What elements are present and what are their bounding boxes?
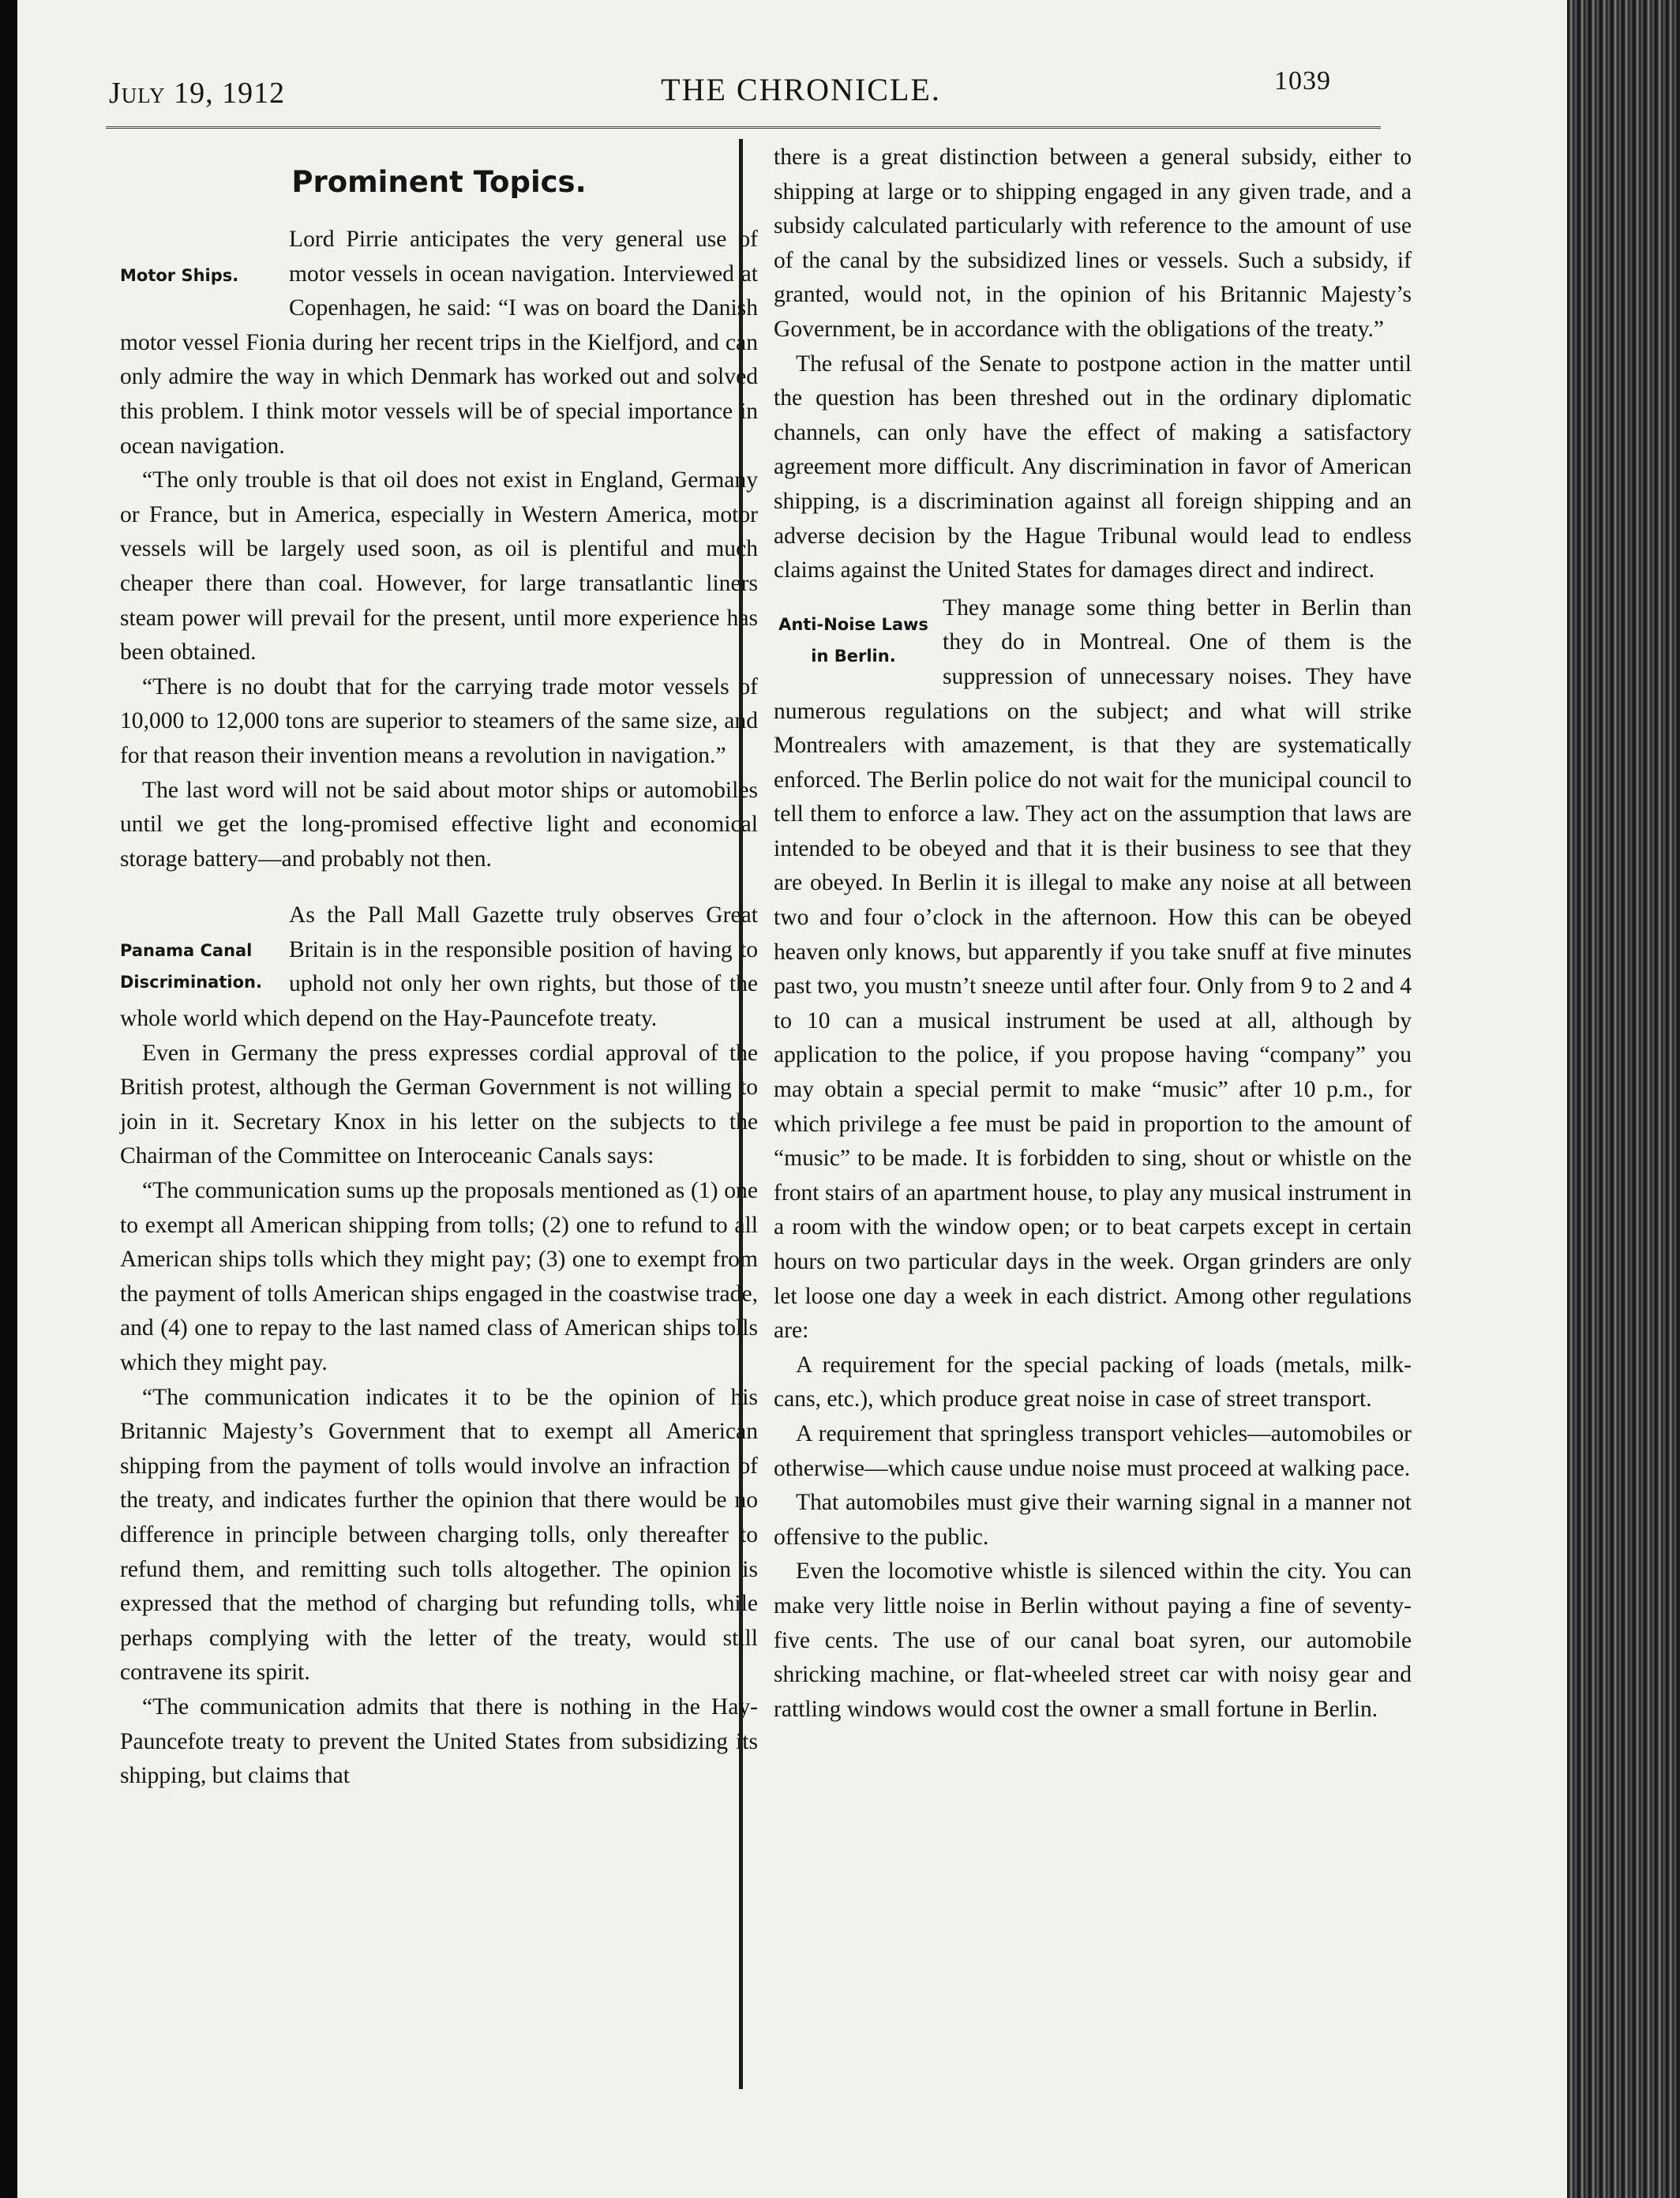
publication-title: THE CHRONICLE. xyxy=(661,72,941,107)
paragraph: As the Pall Mall Gazette truly observes Great Britain is in the responsible position of having to uphold not only her own rights, but those of the whole world which depend on the Hay-Pauncefote treaty. xyxy=(120,902,758,1032)
paragraph: The refusal of the Senate to postpone action in the matter until the question has been threshed out in the ordinary diplomatic channels, can only have the effect of making a satisfactory agreement more difficult. Any discrimination in favor of American shipping, is a discrimination against all foreign shipping and an adverse decision by the Hague Tribunal would lead to endless claims against the United States for damages direct and indirect. xyxy=(774,351,1412,583)
issue-date: July 19, 1912 xyxy=(109,77,286,110)
section-title: Prominent Topics. xyxy=(291,165,587,199)
article-anti-noise xyxy=(774,591,1412,1727)
paragraph: They manage some thing better in Berlin than they do in Montreal. One of them is the suppression of unnecessary noises. They have numerous regulations on the subject; and what will strike Montrealers with amazement, is that they are systematically enforced. The Berlin police do not wait for the municipal council to tell them to enforce a law. They act on the assumption that laws are intended to be obeyed and that it is their business to see that they are obeyed. In Berlin it is illegal to make any noise at all between two and four o’clock in the afternoon. How this can be obeyed heaven only knows, but apparently if you take snuff at five minutes past two, you mustn’t sneeze until after four. Only from 9 to 2 and 4 to 10 can a musical instrument be used at all, although by application to the police, if you propose having “company” you may obtain a special permit to make “music” after 10 p.m., for which privilege a fee must be paid in proportion to the amount of “music” to be made. It is forbidden to sing, shout or whistle on the front stairs of an apartment house, to play any musical instrument in a room with the window open; or to beat carpets except in certain hours on two particular days in the week. Organ grinders are only let loose one day a week in each district. Among other regulations are: xyxy=(774,595,1412,1344)
side-heading-anti-noise xyxy=(774,609,933,672)
side-heading-line: in Berlin. xyxy=(811,646,896,666)
paragraph: Even in Germany the press expresses cordial approval of the British protest, although the German Government is not willing to join in it. Secretary Knox in his letter on the subjects to the Chairman of the Committee on Interoceanic Canals says: xyxy=(120,1040,758,1169)
header-rule xyxy=(106,126,1381,129)
paragraph: That automobiles must give their warning signal in a manner not offensive to the public. xyxy=(774,1490,1412,1550)
side-heading-line: Panama Canal xyxy=(120,941,253,961)
paragraph: Even the locomotive whistle is silenced within the city. You can make very little noise in Berlin without paying a fine of seventy-five cents. The use of our canal boat syren, our automobile shricking machine, or flat-wheeled street car with noisy gear and rattling windows would cost the owner a small fortune in Berlin. xyxy=(774,1558,1412,1722)
article-panama-canal xyxy=(120,898,758,1793)
side-heading-panama-canal xyxy=(120,935,279,998)
side-heading-line: Motor Ships. xyxy=(120,266,239,285)
paragraph: “The only trouble is that oil does not exist in England, Germany or France, but in America, especially in Western America, motor vessels will be largely used soon, as oil is plentiful and much cheaper there than coal. However, for large transatlantic liners steam power will prevail for the present, until more experience has been obtained. xyxy=(120,467,758,666)
paragraph: The last word will not be said about motor ships or automobiles until we get the long-promised effective light and economical storage battery—and probably not then. xyxy=(120,777,758,872)
left-column xyxy=(120,141,758,1794)
article-motor-ships xyxy=(120,223,758,876)
side-heading-motor-ships xyxy=(120,259,279,294)
paragraph: “The communication sums up the proposals mentioned as (1) one to exempt all American shipping from tolls; (2) one to refund to all American ships tolls which they might pay; (3) one to exempt from the payment of tolls American ships engaged in the coastwise trade, and (4) one to repay to the last named class of American ships tolls which they might pay. xyxy=(120,1178,758,1375)
binding-page-edges xyxy=(1567,0,1680,2198)
paragraph: “The communication admits that there is nothing in the Hay-Pauncefote treaty to prevent the United States from subsidizing its shipping, but claims that xyxy=(120,1694,758,1789)
page-number: 1039 xyxy=(1274,66,1331,96)
paragraph: Lord Pirrie anticipates the very general use of motor vessels in ocean navigation. Interviewed at Copenhagen, he said: “I was on board the Danish motor vessel Fionia during her recent trips in the Kielfjord, and can only admire the way in which Denmark has worked out and solved this problem. I think motor vessels will be of special importance in ocean navigation. xyxy=(120,227,758,459)
paragraph-continuation: there is a great distinction between a general subsidy, either to shipping at large or to shipping engaged in any given trade, and a subsidy calculated particularly with reference to the amount of use of the canal by the subsidized lines or vessels. Such a subsidy, if granted, would not, in the opinion of his Britannic Majesty’s Government, be in accordance with the obligations of the treaty.” xyxy=(774,144,1412,342)
paragraph: “There is no doubt that for the carrying trade motor vessels of 10,000 to 12,000 tons are superior to steamers of the same size, and for that reason their invention means a revolution in navigation.” xyxy=(120,673,758,768)
paragraph: “The communication indicates it to be the opinion of his Britannic Majesty’s Government that to exempt all American shipping from the payment of tolls would involve an infraction of the treaty, and indicates further the opinion that there would be no difference in principle between charging tolls, only thereafter to refund them, and remitting such tolls altogether. The opinion is expressed that the method of charging but refunding tolls, while perhaps complying with the letter of the treaty, would still contravene its spirit. xyxy=(120,1384,758,1686)
right-column xyxy=(774,141,1412,1727)
side-heading-line: Discrimination. xyxy=(120,973,262,992)
paragraph: A requirement that springless transport vehicles—automobiles or otherwise—which cause undue noise must proceed at walking pace. xyxy=(774,1420,1412,1481)
side-heading-line: Anti-Noise Laws xyxy=(778,614,928,634)
paragraph: A requirement for the special packing of loads (metals, milk-cans, etc.), which produce great noise in case of street transport. xyxy=(774,1352,1412,1412)
